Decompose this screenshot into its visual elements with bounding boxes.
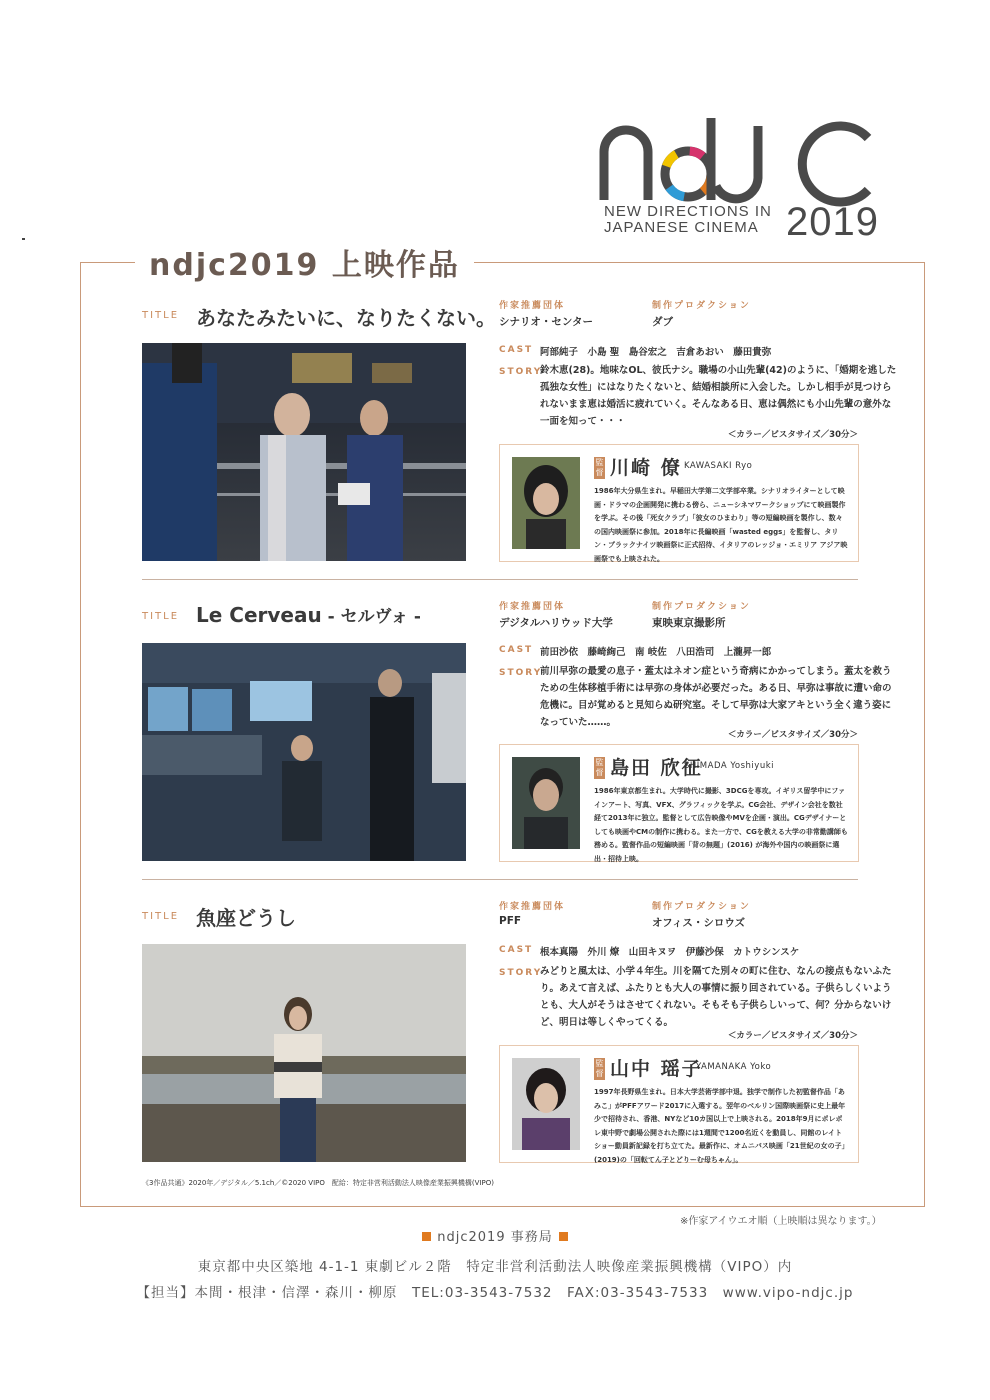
director-label: 監督 xyxy=(595,1059,604,1078)
director-box-2 xyxy=(499,744,859,862)
org-label: 作家推薦団体 xyxy=(499,602,566,612)
film-still-2 xyxy=(142,643,466,861)
section-divider xyxy=(142,579,858,580)
director-photo-art xyxy=(512,1058,580,1150)
cast-value: 前田沙依 藤崎絢己 南 岐佐 八田浩司 上瀧昇一郎 xyxy=(540,647,772,658)
story-text: 鈴木恵(28)。地味なOL、彼氏ナシ。職場の小山先輩(42)のように、「婚期を逃した孤独な女性」にはなりたくないと、結婚相談所に入会した。しかし相手が見つけられないまま恵は婚活に疲れていく。そんなある日、恵は偶然にも小山先輩の意外な一面を知って・・・ xyxy=(540,365,897,427)
spec-text: ＜カラー／ビスタサイズ／30分＞ xyxy=(727,1031,858,1041)
director-photo-art xyxy=(512,757,580,849)
square-bullet-icon xyxy=(422,1232,431,1241)
director-romaji: KAWASAKI Ryo xyxy=(684,461,753,471)
director-box-1 xyxy=(499,444,859,562)
title-label: TITLE xyxy=(142,310,180,321)
story-label: STORY xyxy=(499,968,543,978)
cast-value: 阿部純子 小島 聖 島谷宏之 吉倉あおい 藤田貴弥 xyxy=(540,347,772,358)
office-address: 東京都中央区築地 4-1-1 東劇ビル２階 特定非営利活動法人映像産業振興機構（VIPO）内 xyxy=(197,1259,793,1275)
director-label: 監督 xyxy=(595,458,604,477)
logo-year: 2019 xyxy=(786,200,879,244)
film-still-1 xyxy=(142,343,466,561)
director-photo xyxy=(512,1058,580,1150)
office-name: ndjc2019 事務局 xyxy=(437,1230,553,1245)
film-subtitle: - セルヴォ - xyxy=(321,607,421,627)
title-label: TITLE xyxy=(142,611,180,622)
org-value: シナリオ・センター xyxy=(499,316,593,328)
cast-label: CAST xyxy=(499,345,534,355)
spec-text: ＜カラー／ビスタサイズ／30分＞ xyxy=(727,430,858,440)
director-name: 島田 欣征 xyxy=(610,757,703,779)
production-value: ダブ xyxy=(652,316,673,328)
scan-speck xyxy=(22,238,25,240)
cast-label: CAST xyxy=(499,645,534,655)
logo-line-2: JAPANESE CINEMA xyxy=(604,219,759,236)
cast-label: CAST xyxy=(499,945,534,955)
production-label: 制作プロダクション xyxy=(652,902,751,912)
common-credit: 《3作品共通》2020年／デジタル／5.1ch／©2020 VIPO 配給：特定非営利活動法人映像産業振興機構(VIPO) xyxy=(142,1179,494,1187)
film-still-1-art xyxy=(142,343,466,561)
film-title-1 xyxy=(196,302,496,331)
story-text: みどりと風太は、小学４年生。川を隔てた別々の町に住む、なんの接点もないふたり。あえて言えば、ふたりとも大人の事情に振り回されている。子供らしくいようとも、大人がそうはさせてくれない。そもそも子供らしいって、何？分からないけど、明日は等しくやってくる。 xyxy=(540,966,892,1028)
production-label: 制作プロダクション xyxy=(652,602,751,612)
director-bio: 1997年長野県生まれ。日本大学芸術学部中退。独学で制作した初監督作品「あみこ」がPFFアワード2017に入選する。翌年のベルリン国際映画祭に史上最年少で招待され、香港、NYなど10カ国以上で上映される。2018年9月にポレポレ東中野で劇場公開された際には1週間で1200名近くを動員し、同館のレイトショー動員新記録を打ち立てた。最新作に、オムニバス映画「21世紀の女の子」(2019)の「回転てん子とどりーむ母ちゃん」。 xyxy=(594,1088,846,1164)
order-note: ※作家アイウエオ順（上映順は異なります。） xyxy=(680,1216,882,1227)
director-name: 山中 瑶子 xyxy=(610,1058,703,1080)
film-title-3 xyxy=(196,902,296,931)
office-heading xyxy=(0,1226,990,1245)
org-label: 作家推薦団体 xyxy=(499,902,566,912)
director-label: 監督 xyxy=(595,758,604,777)
film-title-text: あなたみたいに、なりたくない。 xyxy=(196,306,496,330)
square-bullet-icon xyxy=(559,1232,568,1241)
director-name: 川崎 僚 xyxy=(610,457,682,479)
office-contact: 【担当】本間・根津・信澤・森川・柳原 TEL:03-3543-7532 FAX:03-3543-7533 www.vipo-ndjc.jp xyxy=(136,1285,854,1301)
org-value: デジタルハリウッド大学 xyxy=(499,617,613,629)
cast-value: 根本真陽 外川 燎 山田キヌヲ 伊藤沙保 カトウシンスケ xyxy=(540,947,800,958)
ndjc-logo xyxy=(598,112,918,242)
spec-text: ＜カラー／ビスタサイズ／30分＞ xyxy=(727,730,858,740)
film-title-2 xyxy=(196,602,421,627)
director-romaji: SHIMADA Yoshiyuki xyxy=(684,761,774,771)
page-heading: ndjc2019 上映作品 xyxy=(135,240,474,284)
logo-subtitle xyxy=(604,204,772,236)
director-romaji: YAMANAKA Yoko xyxy=(696,1062,772,1072)
director-photo xyxy=(512,457,580,549)
story-label: STORY xyxy=(499,668,543,678)
org-label: 作家推薦団体 xyxy=(499,301,566,311)
film-still-3 xyxy=(142,944,466,1162)
director-bio: 1986年大分県生まれ。早稲田大学第二文学部卒業。シナリオライターとして映画・ドラマの企画開発に携わる傍ら、ニューシネマワークショップにて映画製作を学ぶ。その後「死女クラブ」「彼女のひまわり」等の短編映画を製作し、数々の国内映画祭に参加。2018年に長編映画「wasted eggs」を監督し、タリン・ブラックナイツ映画祭に正式招待、イタリアのレッジョ・エミリア アジア映画祭でも上映された。 xyxy=(594,487,848,563)
title-label: TITLE xyxy=(142,911,180,922)
production-label: 制作プロダクション xyxy=(652,301,751,311)
director-box-3 xyxy=(499,1045,859,1163)
story-label: STORY xyxy=(499,367,543,377)
director-photo xyxy=(512,757,580,849)
logo-line-1: NEW DIRECTIONS IN xyxy=(604,203,772,220)
production-value: オフィス・シロウズ xyxy=(652,917,746,929)
film-title-text: 魚座どうし xyxy=(196,906,296,930)
director-bio: 1986年東京都生まれ。大学時代に撮影、3DCGを専攻。イギリス留学中にファインアート、写真、VFX、グラフィックを学ぶ。CG会社、デザイン会社を数社経て2013年に独立。監督として広告映像やMVを企画・演出。CGデザイナーとしても映画やCMの制作に携わる。また一方で、CGを教える大学の非常勤講師も務める。監督作品の短編映画「背の無題」(2016) が海外や国内の映画祭に選出・招待上映。 xyxy=(594,787,848,863)
section-divider xyxy=(142,879,858,880)
director-photo-art xyxy=(512,457,580,549)
story-text: 前川早弥の最愛の息子・蓋太はネオン症という奇病にかかってしまう。蓋太を救うための生体移植手術には早弥の身体が必要だった。ある日、早弥は事故に遭い命の危機に。目が覚めると見知らぬ研究室。そして早弥は大家アキという全く違う姿になっていた……。 xyxy=(540,666,892,728)
film-still-3-art xyxy=(142,944,466,1162)
film-still-2-art xyxy=(142,643,466,861)
production-value: 東映東京撮影所 xyxy=(652,617,726,629)
film-title-text: Le Cerveau xyxy=(196,603,322,627)
ndjc-logo-wordmark xyxy=(598,112,908,208)
org-value: PFF xyxy=(499,915,522,927)
